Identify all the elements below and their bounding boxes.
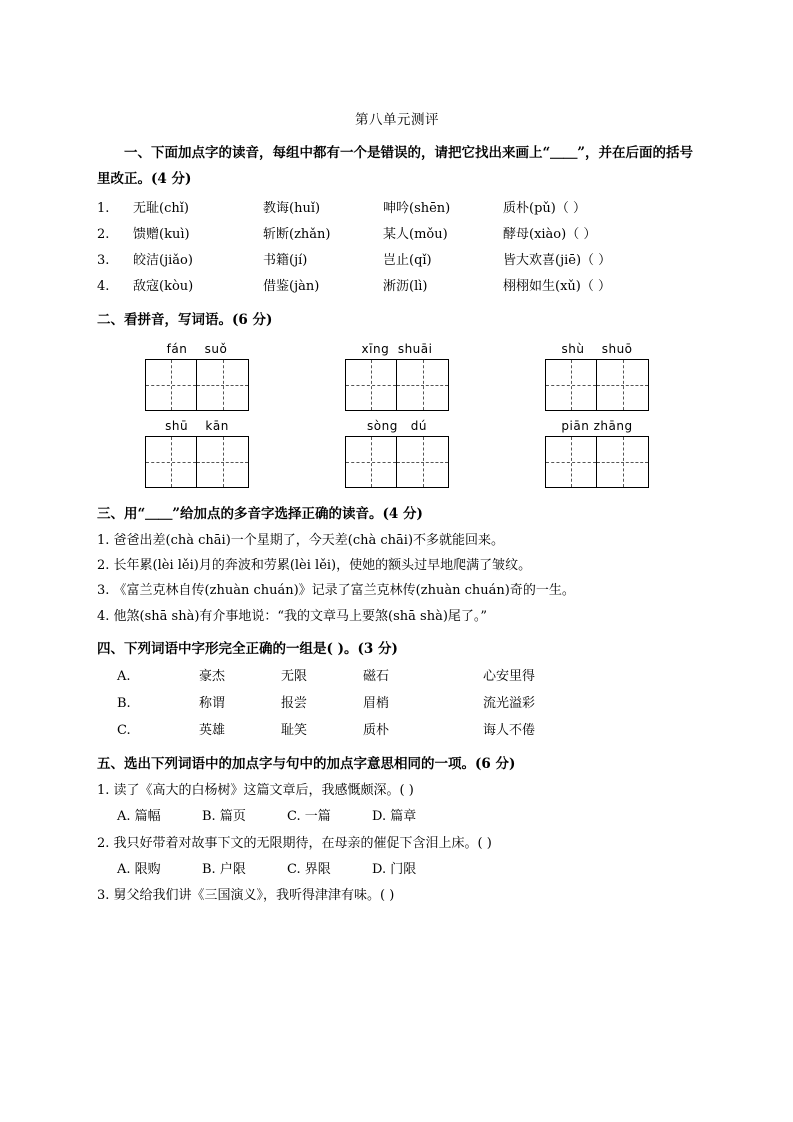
option-row-a[interactable] <box>97 663 697 690</box>
grid-cell[interactable] <box>545 436 597 488</box>
grid-cell[interactable] <box>345 359 397 411</box>
item-number: 3. <box>97 253 110 269</box>
table-row <box>97 274 697 300</box>
writing-grid[interactable] <box>145 359 249 411</box>
pinyin-group <box>97 419 297 488</box>
question-5-1-choices[interactable] <box>97 803 697 830</box>
pinyin-row-2 <box>97 419 697 488</box>
page-title: 第八单元测评 <box>355 112 439 128</box>
option-word-1: 豪杰 <box>199 668 226 684</box>
question-5-2-stem[interactable]: 2. 我只好带着对故事下文的无限期待，在母亲的催促下含泪上床。( ) <box>97 835 492 851</box>
choice-a[interactable]: A. 限购 <box>117 862 161 878</box>
grid-cell[interactable] <box>397 436 449 488</box>
writing-grid[interactable] <box>545 436 649 488</box>
section-3-heading: 三、用“＿＿”给加点的多音字选择正确的读音。(4 分) <box>97 505 423 522</box>
choice-b[interactable]: B. 篇页 <box>202 809 246 825</box>
grid-cell[interactable] <box>597 436 649 488</box>
section-2-heading: 二、看拼音，写词语。(6 分) <box>97 312 273 329</box>
choice-a[interactable]: A. 篇幅 <box>117 809 161 825</box>
writing-grid[interactable] <box>145 436 249 488</box>
pinyin-group <box>297 342 497 411</box>
grid-cell[interactable] <box>145 436 197 488</box>
option-a[interactable]: 皎洁(jiǎo) <box>133 253 193 269</box>
question-3-3[interactable]: 3. 《富兰克林自传(zhuàn chuán)》记录了富兰克林传(zhuàn chuán)奇的一生。 <box>97 583 575 599</box>
grid-cell[interactable] <box>545 359 597 411</box>
option-c[interactable]: 呻吟(shēn) <box>383 201 451 217</box>
option-c[interactable]: 岂止(qǐ) <box>383 253 432 269</box>
option-word-4: 流光溢彩 <box>483 695 536 711</box>
option-d[interactable]: 栩栩如生(xǔ)（ ） <box>503 279 611 295</box>
grid-cell[interactable] <box>197 359 249 411</box>
option-d[interactable]: 质朴(pǔ)（ ） <box>503 201 586 217</box>
option-label: A. <box>117 668 131 684</box>
option-word-3: 眉梢 <box>363 695 390 711</box>
option-word-3: 质朴 <box>363 723 390 739</box>
choice-c[interactable]: C. 界限 <box>287 862 331 878</box>
pinyin-label: shù shuō <box>561 341 633 356</box>
pinyin-group <box>297 419 497 488</box>
pinyin-label: shū kān <box>165 418 229 433</box>
option-row-b[interactable] <box>97 690 697 717</box>
question-3-1[interactable]: 1. 爸爸出差(chà chāi)一个星期了，今天差(chà chāi)不多就能回来。 <box>97 532 505 548</box>
option-word-2: 无限 <box>281 668 308 684</box>
pinyin-row-1 <box>97 342 697 411</box>
option-word-1: 称谓 <box>199 695 226 711</box>
option-word-2: 报尝 <box>281 695 308 711</box>
grid-cell[interactable] <box>197 436 249 488</box>
writing-grid[interactable] <box>345 436 449 488</box>
option-b[interactable]: 斩断(zhǎn) <box>263 227 331 243</box>
item-number: 2. <box>97 227 110 243</box>
choice-d[interactable]: D. 篇章 <box>372 809 417 825</box>
section-4-heading: 四、下列词语中字形完全正确的一组是( )。(3 分) <box>97 640 398 657</box>
option-b[interactable]: 教诲(huǐ) <box>263 201 321 217</box>
option-label: C. <box>117 723 131 739</box>
question-3-2[interactable]: 2. 长年累(lèi lěi)月的奔波和劳累(lèi lěi)，使她的额头过早地爬满了皱纹。 <box>97 557 532 573</box>
option-c[interactable]: 某人(mǒu) <box>383 227 448 243</box>
table-row <box>97 196 697 222</box>
grid-cell[interactable] <box>397 359 449 411</box>
option-a[interactable]: 无耻(chǐ) <box>133 201 189 217</box>
writing-grid[interactable] <box>345 359 449 411</box>
grid-cell[interactable] <box>345 436 397 488</box>
option-b[interactable]: 书籍(jí) <box>263 253 308 269</box>
option-word-2: 耻笑 <box>281 723 308 739</box>
option-word-3: 磁石 <box>363 668 390 684</box>
option-a[interactable]: 敌寇(kòu) <box>133 279 194 295</box>
pinyin-label: xīng shuāi <box>361 341 433 356</box>
pinyin-label: piān zhāng <box>561 418 633 433</box>
pinyin-label: sòng dú <box>367 418 427 433</box>
table-row <box>97 248 697 274</box>
grid-cell[interactable] <box>145 359 197 411</box>
option-word-1: 英雄 <box>199 723 226 739</box>
option-c[interactable]: 淅沥(lì) <box>383 279 428 295</box>
option-word-4: 心安里得 <box>483 668 536 684</box>
question-5-1-stem[interactable]: 1. 读了《高大的白杨树》这篇文章后，我感慨颇深。( ) <box>97 783 414 799</box>
section-1-heading: 一、下面加点字的读音，每组中都有一个是错误的，请把它找出来画上“＿＿”，并在后面的括号里改正。(4 分) <box>97 145 694 187</box>
question-3-4[interactable]: 4. 他煞(shā shà)有介事地说：“我的文章马上要煞(shā shà)尾了。” <box>97 608 488 624</box>
worksheet-content <box>97 108 697 909</box>
pinyin-group <box>497 419 697 488</box>
grid-cell[interactable] <box>597 359 649 411</box>
option-a[interactable]: 馈赠(kuì) <box>133 227 190 243</box>
section-5-heading: 五、选出下列词语中的加点字与句中的加点字意思相同的一项。(6 分) <box>97 756 516 773</box>
writing-grid[interactable] <box>545 359 649 411</box>
question-5-3-stem[interactable]: 3. 舅父给我们讲《三国演义》，我听得津津有味。( ) <box>97 888 395 904</box>
pinyin-group <box>97 342 297 411</box>
option-b[interactable]: 借鉴(jàn) <box>263 279 320 295</box>
option-d[interactable]: 皆大欢喜(jiē)（ ） <box>503 253 612 269</box>
item-number: 1. <box>97 201 110 217</box>
option-row-c[interactable] <box>97 717 697 744</box>
option-d[interactable]: 酵母(xiào)（ ） <box>503 227 597 243</box>
option-label: B. <box>117 695 131 711</box>
choice-d[interactable]: D. 门限 <box>372 862 417 878</box>
choice-b[interactable]: B. 户限 <box>202 862 246 878</box>
option-word-4: 诲人不倦 <box>483 723 536 739</box>
question-5-2-choices[interactable] <box>97 856 697 883</box>
table-row <box>97 222 697 248</box>
choice-c[interactable]: C. 一篇 <box>287 809 331 825</box>
pinyin-group <box>497 342 697 411</box>
item-number: 4. <box>97 279 110 295</box>
pinyin-label: fán suǒ <box>166 341 228 356</box>
